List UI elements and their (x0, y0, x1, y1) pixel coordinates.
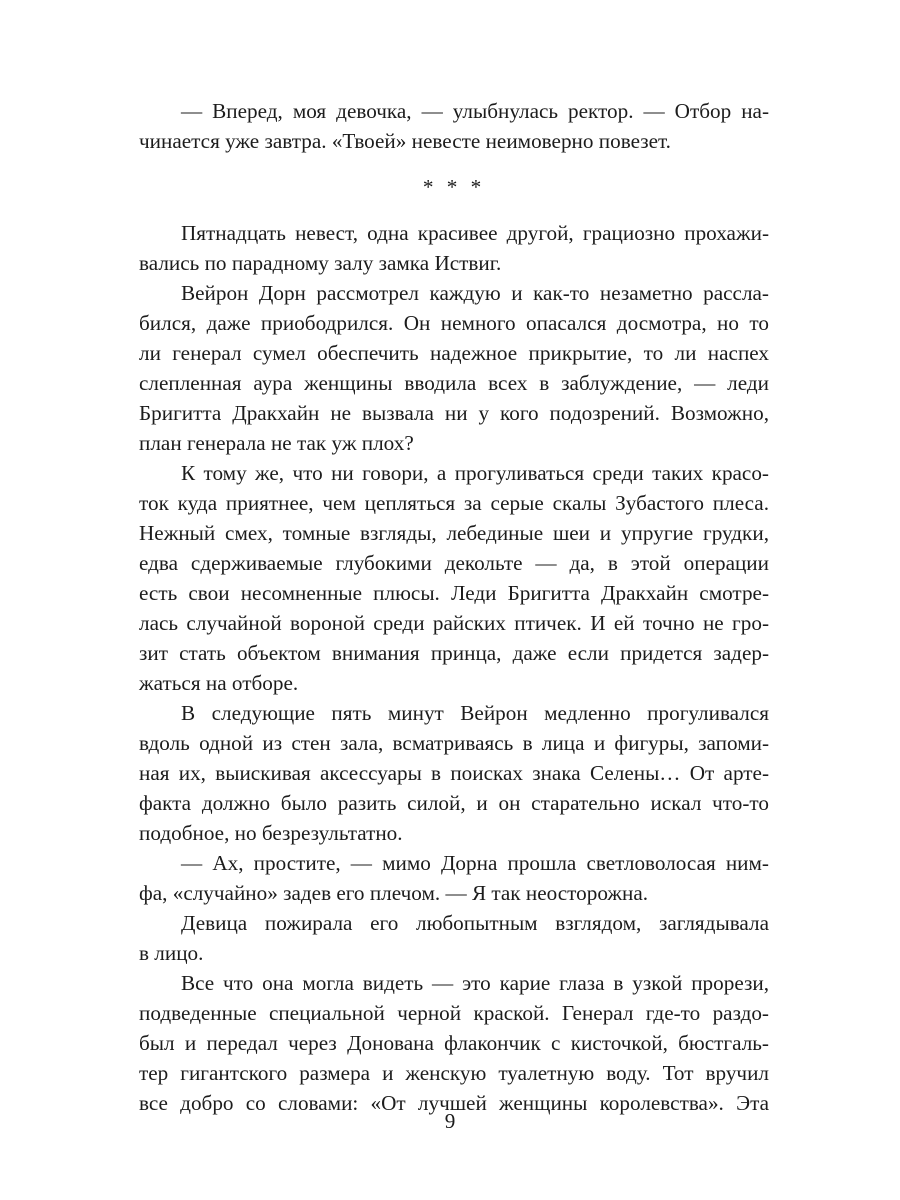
text-line: лась случайной вороной среди райских птичек. И ей точно не гро- (139, 611, 769, 635)
text-line: Вейрон Дорн рассмотрел каждую и как-то незаметно рассла- (181, 281, 769, 305)
text-line: К тому же, что ни говори, а прогуливаться среди таких красо- (181, 461, 769, 485)
text-line: бился, даже приободрился. Он немного опасался досмотра, но то (139, 311, 769, 335)
text-line: подведенные специальной черной краской. Генерал где-то раздо- (139, 1001, 769, 1025)
text-line: жаться на отборе. (139, 671, 299, 695)
text-block (139, 96, 769, 1118)
text-line: чинается уже завтра. «Твоей» невесте неимоверно повезет. (139, 129, 671, 153)
text-line: тер гигантского размера и женскую туалетную воду. Тот вручил (139, 1061, 769, 1085)
text-line: все добро со словами: «От лучшей женщины королевства». Эта (139, 1091, 769, 1115)
text-line: Бригитта Дракхайн не вызвала ни у кого подозрений. Возможно, (139, 401, 769, 425)
text-line: есть свои несомненные плюсы. Леди Бригитта Дракхайн смотре- (139, 581, 769, 605)
text-line: подобное, но безрезультатно. (139, 821, 403, 845)
text-line: ли генерал сумел обеспечить надежное прикрытие, то ли наспех (139, 341, 769, 365)
text-line: Все что она могла видеть — это карие глаза в узкой прорези, (181, 971, 769, 995)
text-line: Пятнадцать невест, одна красивее другой, грациозно прохажи- (181, 221, 769, 245)
text-line: был и передал через Донована флакончик с кисточкой, бюстгаль- (139, 1031, 769, 1055)
text-line: едва сдерживаемые глубокими декольте — да, в этой операции (139, 551, 769, 575)
text-line: зит стать объектом внимания принца, даже если придется задер- (139, 641, 769, 665)
text-line: вдоль одной из стен зала, всматриваясь в лица и фигуры, запоми- (139, 731, 769, 755)
text-line: факта должно было разить силой, и он старательно искал что-то (139, 791, 769, 815)
text-line: ток куда приятнее, чем цепляться за серые скалы Зубастого плеса. (139, 491, 769, 515)
text-line: — Вперед, моя девочка, — улыбнулась ректор. — Отбор на- (181, 99, 769, 123)
text-line: Нежный смех, томные взгляды, лебединые шеи и упругие грудки, (139, 521, 769, 545)
page-number: 9 (444, 1109, 456, 1133)
text-line: Девица пожирала его любопытным взглядом, заглядывала (181, 911, 769, 935)
text-line: слепленная аура женщины вводила всех в заблуждение, — леди (139, 371, 769, 395)
text-line: фа, «случайно» задев его плечом. — Я так неосторожна. (139, 881, 649, 905)
text-line: В следующие пять минут Вейрон медленно прогуливался (181, 701, 769, 725)
text-line: вались по парадному залу замка Иствиг. (139, 251, 502, 275)
text-line: в лицо. (139, 941, 204, 965)
text-line: — Ах, простите, — мимо Дорна прошла светловолосая ним- (181, 851, 769, 875)
section-separator: * * * (422, 175, 486, 199)
text-line: ная их, выискивая аксессуары в поисках знака Селены… От арте- (139, 761, 769, 785)
text-line: план генерала не так уж плох? (139, 431, 414, 455)
